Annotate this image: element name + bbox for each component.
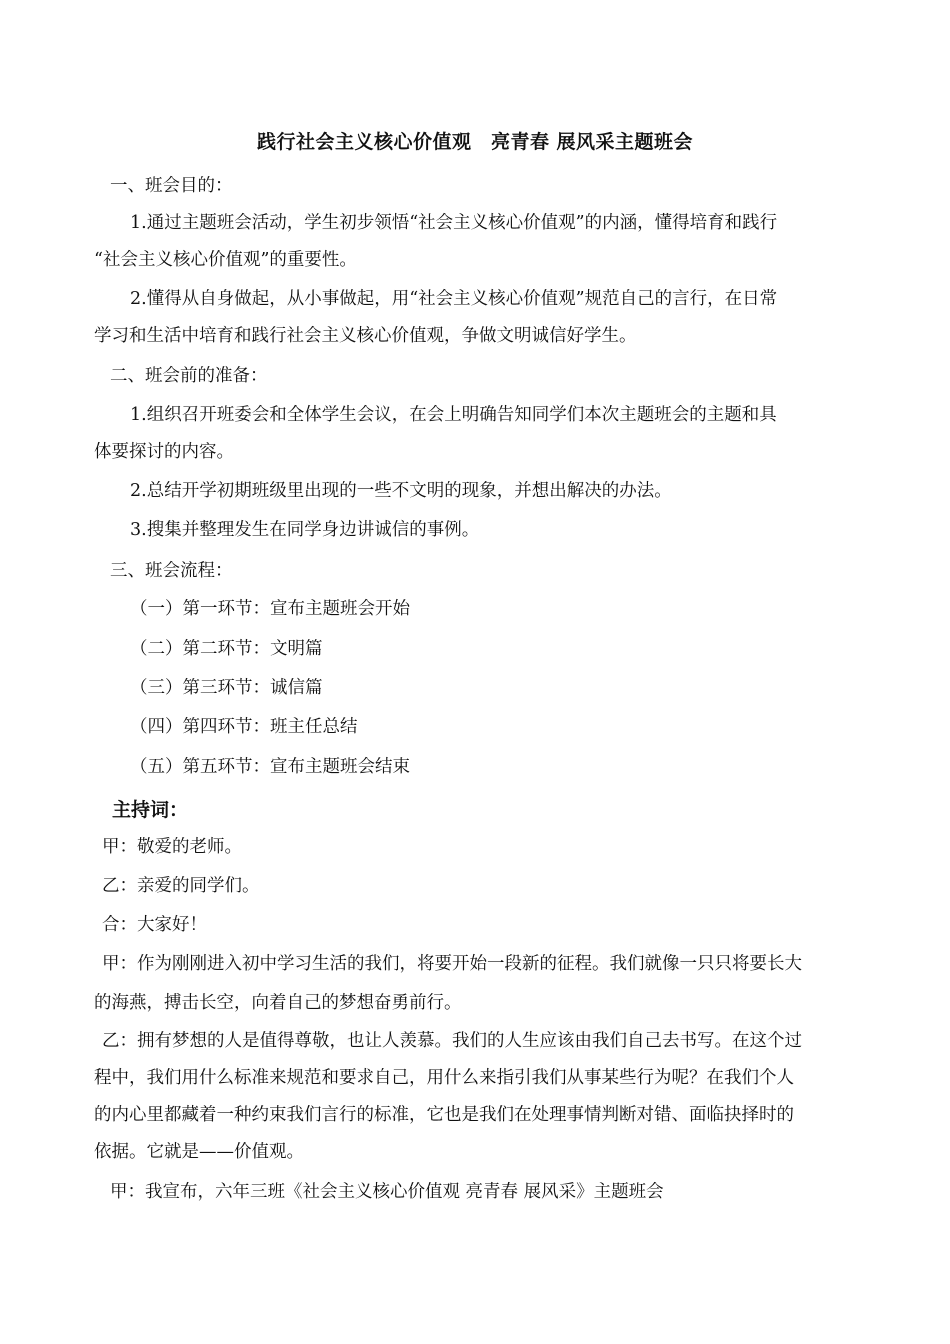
host-line: 甲：我宣布，六年三班《社会主义核心价值观 亮青春 展风采》主题班会 bbox=[110, 1182, 664, 1202]
section-heading-preparation: 二、班会前的准备： bbox=[110, 366, 268, 386]
document-title: 践行社会主义核心价值观 亮青春 展风采主题班会 bbox=[256, 131, 694, 153]
preparation-item-1-line-2: 体要探讨的内容。 bbox=[94, 442, 234, 462]
host-line: 的海燕，搏击长空，向着自己的梦想奋勇前行。 bbox=[94, 993, 462, 1013]
host-line: 的内心里都藏着一种约束我们言行的标准，它也是我们在处理事情判断对错、面临抉择时的 bbox=[94, 1105, 794, 1125]
process-step: （一）第一环节：宣布主题班会开始 bbox=[130, 599, 410, 619]
host-line: 程中，我们用什么标准来规范和要求自己，用什么来指引我们从事某些行为呢？在我们个人 bbox=[94, 1068, 794, 1088]
host-line: 乙：亲爱的同学们。 bbox=[102, 876, 260, 896]
preparation-item-2: 2.总结开学初期班级里出现的一些不文明的现象，并想出解决的办法。 bbox=[130, 481, 672, 501]
preparation-item-3: 3.搜集并整理发生在同学身边讲诚信的事例。 bbox=[130, 520, 480, 540]
host-line: 依据。它就是——价值观。 bbox=[94, 1142, 304, 1162]
section-heading-purpose: 一、班会目的： bbox=[110, 176, 233, 196]
process-step: （四）第四环节：班主任总结 bbox=[130, 717, 358, 737]
host-line: 乙：拥有梦想的人是值得尊敬，也让人羡慕。我们的人生应该由我们自己去书写。在这个过 bbox=[102, 1031, 802, 1051]
section-heading-process: 三、班会流程： bbox=[110, 561, 233, 581]
host-line: 甲：作为刚刚进入初中学习生活的我们，将要开始一段新的征程。我们就像一只只将要长大 bbox=[102, 954, 802, 974]
host-script-heading: 主持词： bbox=[112, 799, 189, 821]
host-line: 合：大家好！ bbox=[102, 915, 207, 935]
process-step: （五）第五环节：宣布主题班会结束 bbox=[130, 757, 410, 777]
purpose-item-1-line-2: “社会主义核心价值观”的重要性。 bbox=[94, 250, 357, 270]
purpose-item-2-line-1: 2.懂得从自身做起，从小事做起，用“社会主义核心价值观”规范自己的言行，在日常 bbox=[130, 289, 778, 309]
purpose-item-1-line-1: 1.通过主题班会活动，学生初步领悟“社会主义核心价值观”的内涵，懂得培育和践行 bbox=[130, 213, 778, 233]
preparation-item-1-line-1: 1.组织召开班委会和全体学生会议，在会上明确告知同学们本次主题班会的主题和具 bbox=[130, 405, 777, 425]
purpose-item-2-line-2: 学习和生活中培育和践行社会主义核心价值观，争做文明诚信好学生。 bbox=[94, 326, 637, 346]
host-line: 甲：敬爱的老师。 bbox=[102, 837, 242, 857]
process-step: （三）第三环节：诚信篇 bbox=[130, 678, 323, 698]
process-step: （二）第二环节：文明篇 bbox=[130, 639, 323, 659]
